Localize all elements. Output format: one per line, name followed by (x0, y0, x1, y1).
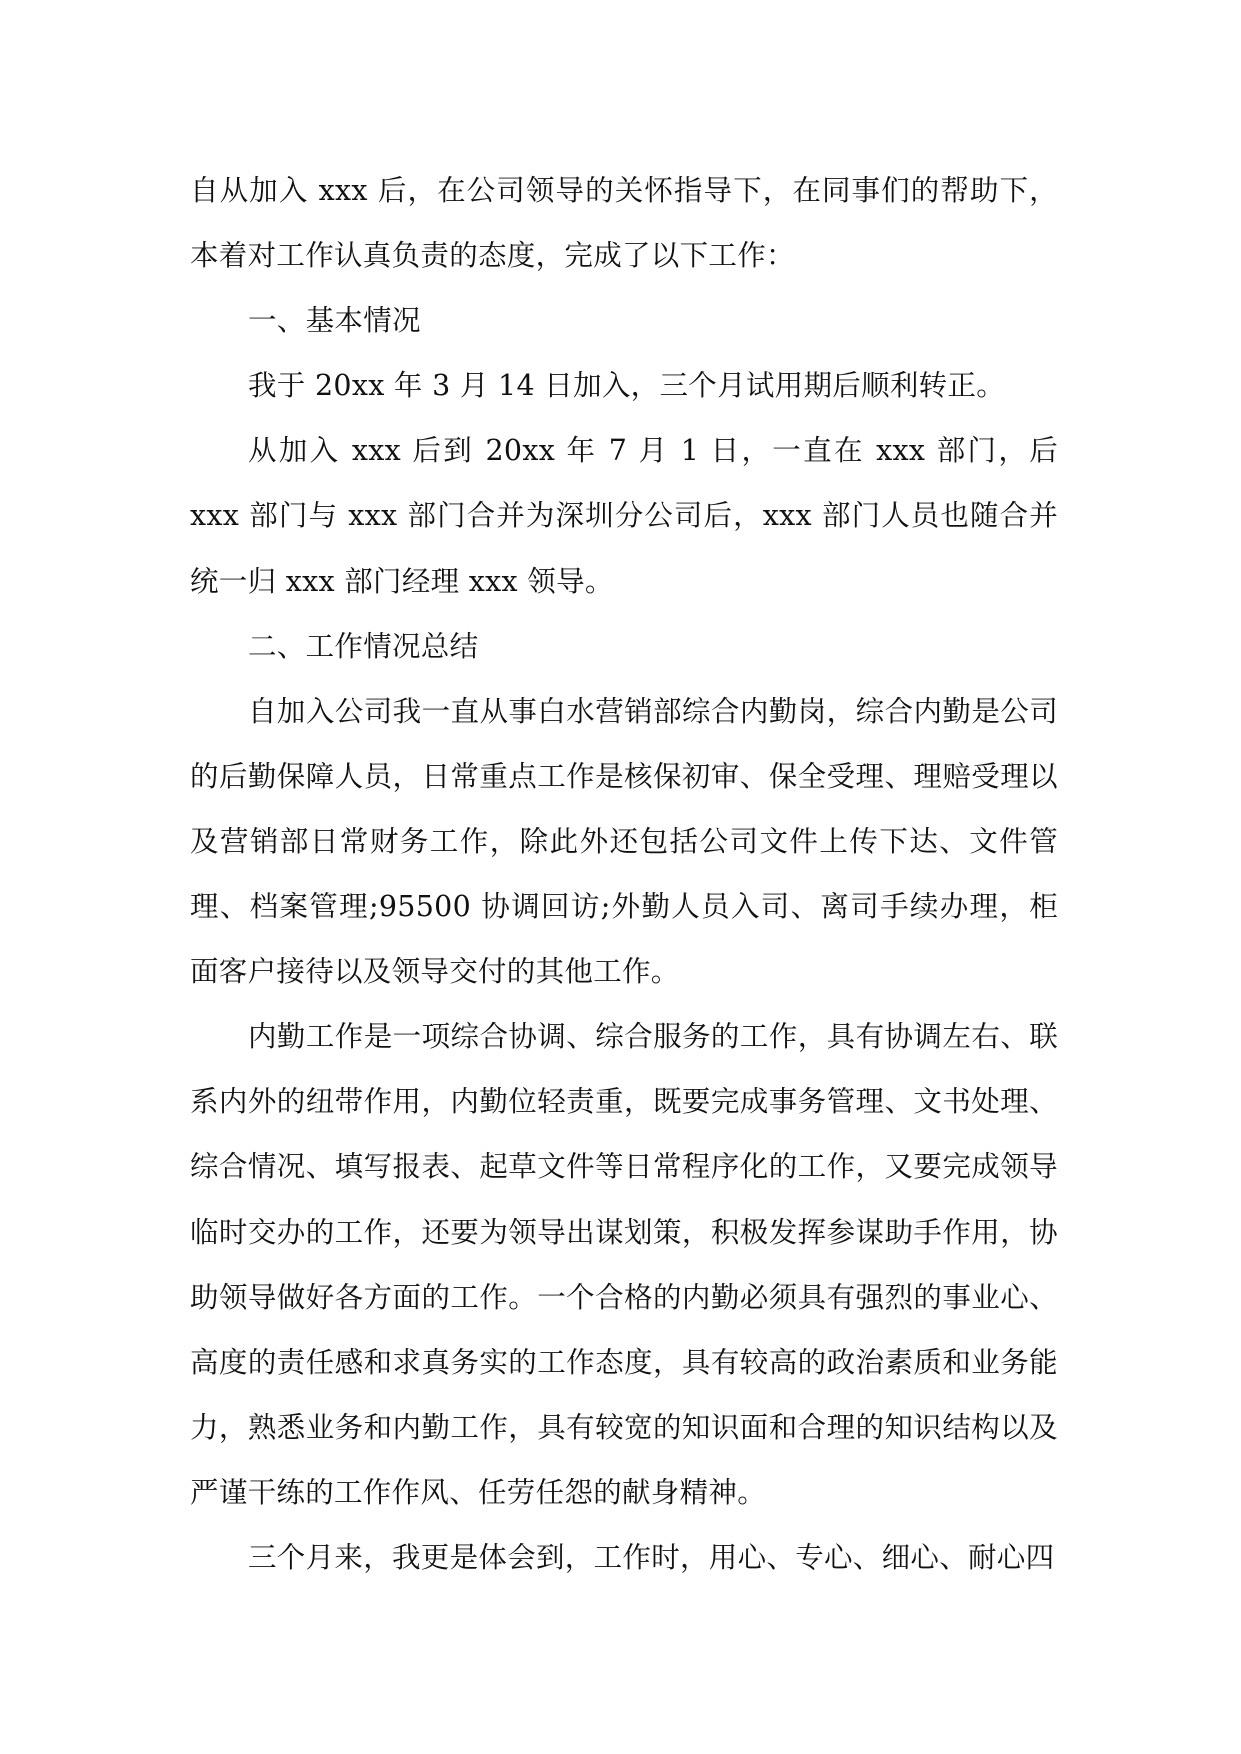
paragraph-three-months: 三个月来，我更是体会到，工作时，用心、专心、细心、耐心四 (248, 1540, 1055, 1574)
paragraph-join-date: 我于 20xx 年 3 月 14 日加入，三个月试用期后顺利转正。 (248, 369, 1006, 403)
heading-work-summary: 二、工作情况总结 (248, 629, 479, 663)
paragraph-department: 从加入 xxx 后到 20xx 年 7 月 1 日，一直在 xxx 部门，后 xxx 部门与 xxx 部门合并为深圳分公司后，xxx 部门人员也随合并统一归 xxx 部门经理 xxx 领导。 (190, 434, 1058, 598)
paragraph-duties: 自加入公司我一直从事白水营销部综合内勤岗，综合内勤是公司的后勤保障人员，日常重点工作是核保初审、保全受理、理赔受理以及营销部日常财务工作，除此外还包括公司文件上传下达、文件管理、档案管理;95500 协调回访;外勤人员入司、离司手续办理，柜面客户接待以及领导交付的其他工作。 (190, 694, 1058, 989)
document-body (190, 158, 1058, 1590)
heading-basic-info: 一、基本情况 (248, 304, 421, 338)
paragraph-intro: 自从加入 xxx 后，在公司领导的关怀指导下，在同事们的帮助下，本着对工作认真负责的态度，完成了以下工作： (190, 174, 1058, 273)
paragraph-office-work: 内勤工作是一项综合协调、综合服务的工作，具有协调左右、联系内外的纽带作用，内勤位轻责重，既要完成事务管理、文书处理、综合情况、填写报表、起草文件等日常程序化的工作，又要完成领导临时交办的工作，还要为领导出谋划策，积极发挥参谋助手作用，协助领导做好各方面的工作。一个合格的内勤必须具有强烈的事业心、高度的责任感和求真务实的工作态度，具有较高的政治素质和业务能力，熟悉业务和内勤工作，具有较宽的知识面和合理的知识结构以及严谨干练的工作作风、任劳任怨的献身精神。 (190, 1020, 1058, 1509)
